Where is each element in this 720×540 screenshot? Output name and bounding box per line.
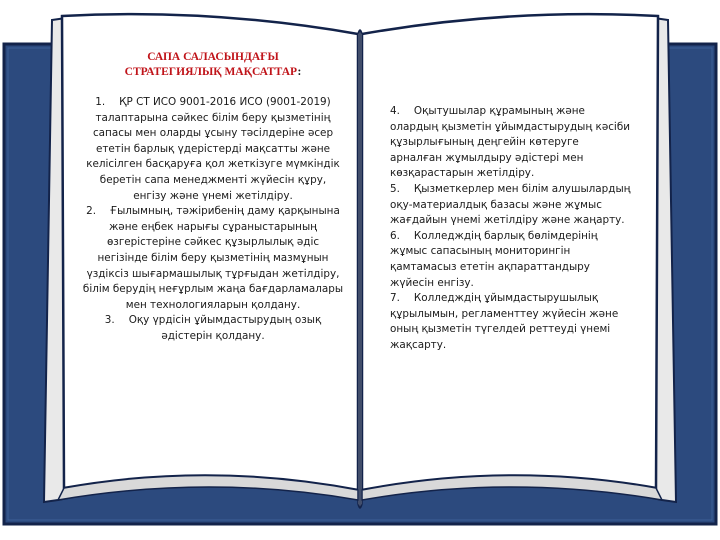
item-text: Қызметкерлер мен білім алушылардың оқу-материалдық базасы және жұмыс жағдайын үнемі жетілдіру және жаңарту. (390, 182, 631, 227)
page-title (82, 50, 344, 80)
list-item (82, 95, 344, 204)
item-number: 3. (104, 314, 115, 327)
list-item (390, 291, 634, 353)
list-item (82, 313, 344, 344)
list-item (390, 182, 634, 229)
item-number: 2. (86, 205, 97, 218)
item-text: Колледждің ұйымдастырушылық құрылымын, регламенттеу жүйесін және оның қызметін түгелдей реттеуді үнемі жақсарту. (390, 292, 619, 351)
title-line-1: САПА САЛАСЫНДАҒЫ (147, 51, 279, 63)
list-item (82, 204, 344, 313)
list-item (390, 104, 634, 182)
right-page-text (390, 104, 634, 354)
left-page-text (82, 50, 344, 345)
item-text: Ғылымның, тәжірибенің даму қарқынына және еңбек нарығы сұраныстарының өзгерістеріне сәйкес құзырлылық әдіс негізінде білім беру қызметінің мазмұнын үздіксіз шығармашылық тұрғыдан жетілдіру, білім берудің неғұрлым жаңа бағдарламалары мен технологияларын қолдану. (82, 205, 344, 311)
title-colon: : (297, 66, 302, 78)
title-line-2: СТРАТЕГИЯЛЫҚ МАҚСАТТАР (124, 66, 298, 78)
item-number: 4. (390, 105, 400, 117)
item-number: 5. (390, 182, 400, 195)
item-text: Колледждің барлық бөлімдерінің жұмыс сапасының мониторингін қамтамасыз ететін ақпараттандыру жүйесін енгізу. (390, 229, 598, 289)
item-number: 7. (390, 292, 400, 305)
item-number: 1. (95, 96, 106, 108)
list-item (390, 229, 634, 291)
item-text: Оқу үрдісін ұйымдастырудың озық әдістерін қолдану. (128, 314, 322, 342)
item-text: ҚР СТ ИСО 9001-2016 ИСО (9001-2019) талаптарына сәйкес білім беру қызметінің сапасы мен оларды ұсыну тәсілдеріне әсер ететін барлық үдерістерді мақсатты және келісілген басқаруға қол жеткізуге мүмкіндік беретін сапа менеджменті жүйесін құру, енгізу және үнемі жетілдіру. (86, 96, 340, 202)
item-number: 6. (390, 229, 400, 242)
item-text: Оқытушылар құрамының және олардың қызметін ұйымдастырудың кәсіби құзырлығының деңгейін көтеруге арналған жұмылдыру әдістері мен көзқарастарын жетілдіру. (390, 105, 630, 180)
